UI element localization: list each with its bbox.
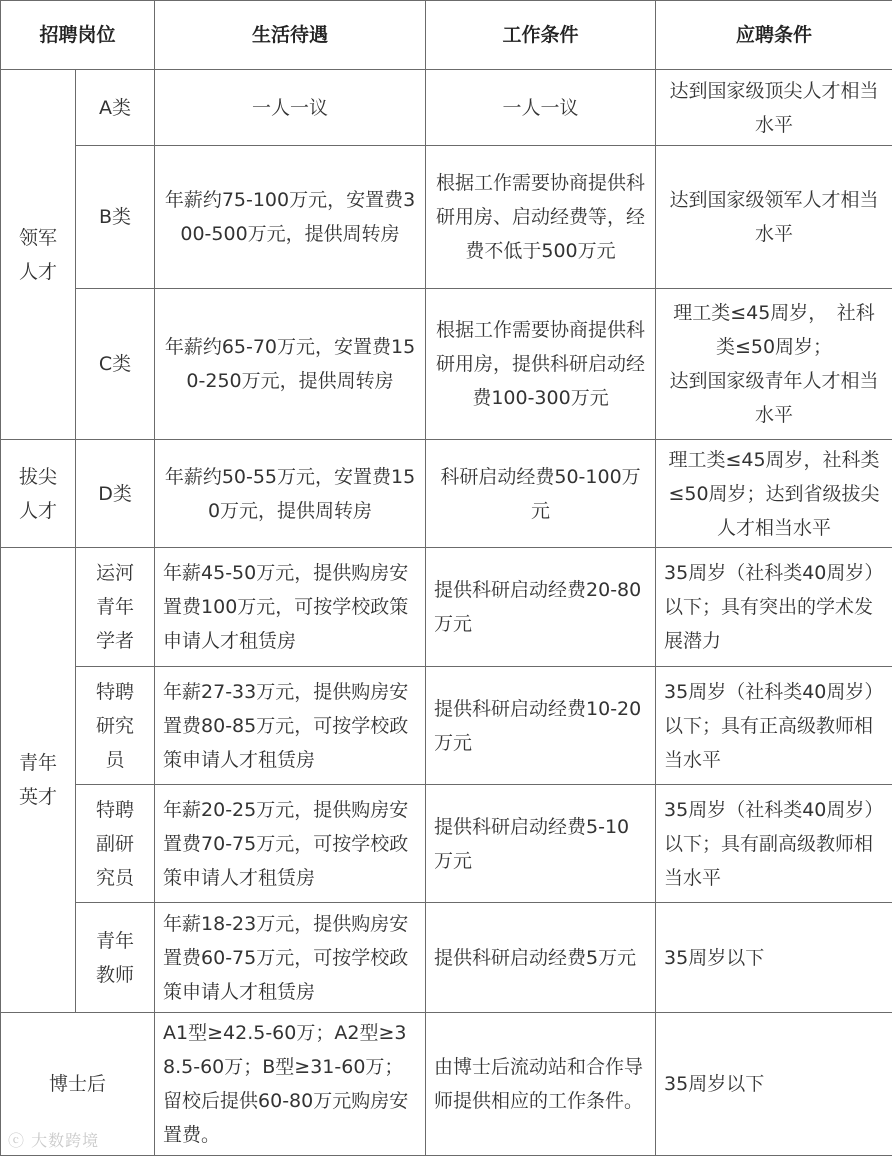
benefits-c: 年薪约65-70万元，安置费150-250万元，提供周转房 [155, 289, 426, 440]
category-b: B类 [76, 146, 155, 289]
table-row [1, 1013, 892, 1156]
benefits-a: 一人一议 [155, 70, 426, 146]
header-work-conditions: 工作条件 [426, 1, 656, 70]
req-b: 达到国家级领军人才相当水平 [656, 146, 892, 289]
watermark-logo [8, 1128, 99, 1151]
table-row [1, 667, 892, 785]
group-postdoc: 博士后 [1, 1013, 155, 1156]
table-row [1, 548, 892, 667]
benefits-special-assoc-researcher: 年薪20-25万元，提供购房安置费70-75万元，可按学校政策申请人才租赁房 [155, 785, 426, 903]
table-row [1, 785, 892, 903]
category-a: A类 [76, 70, 155, 146]
table-row [1, 146, 892, 289]
req-c: 理工类≤45周岁， 社科类≤50周岁； 达到国家级青年人才相当水平 [656, 289, 892, 440]
table-row [1, 903, 892, 1013]
header-benefits: 生活待遇 [155, 1, 426, 70]
header-requirements: 应聘条件 [656, 1, 892, 70]
category-special-assoc-researcher: 特聘 副研 究员 [76, 785, 155, 903]
category-c: C类 [76, 289, 155, 440]
group-youth: 青年 英才 [1, 548, 76, 1013]
table-row [1, 289, 892, 440]
benefits-d: 年薪约50-55万元，安置费150万元，提供周转房 [155, 440, 426, 548]
work-special-researcher: 提供科研启动经费10-20万元 [426, 667, 656, 785]
benefits-b: 年薪约75-100万元，安置费300-500万元，提供周转房 [155, 146, 426, 289]
req-youth-scholar: 35周岁（社科类40周岁）以下；具有突出的学术发展潜力 [656, 548, 892, 667]
group-leader: 领军 人才 [1, 70, 76, 440]
req-young-teacher: 35周岁以下 [656, 903, 892, 1013]
work-young-teacher: 提供科研启动经费5万元 [426, 903, 656, 1013]
header-position: 招聘岗位 [1, 1, 155, 70]
watermark-icon: ⓒ [8, 1131, 26, 1150]
category-special-researcher: 特聘 研究 员 [76, 667, 155, 785]
benefits-postdoc: A1型≥42.5-60万；A2型≥38.5-60万；B型≥31-60万；留校后提供60-80万元购房安置费。 [155, 1013, 426, 1156]
req-d: 理工类≤45周岁，社科类≤50周岁；达到省级拔尖人才相当水平 [656, 440, 892, 548]
req-a: 达到国家级顶尖人才相当水平 [656, 70, 892, 146]
work-a: 一人一议 [426, 70, 656, 146]
category-young-teacher: 青年 教师 [76, 903, 155, 1013]
benefits-young-teacher: 年薪18-23万元，提供购房安置费60-75万元，可按学校政策申请人才租赁房 [155, 903, 426, 1013]
work-c: 根据工作需要协商提供科研用房，提供科研启动经费100-300万元 [426, 289, 656, 440]
benefits-special-researcher: 年薪27-33万元，提供购房安置费80-85万元，可按学校政策申请人才租赁房 [155, 667, 426, 785]
benefits-youth-scholar: 年薪45-50万元，提供购房安置费100万元，可按学校政策申请人才租赁房 [155, 548, 426, 667]
table-row [1, 440, 892, 548]
work-special-assoc-researcher: 提供科研启动经费5-10万元 [426, 785, 656, 903]
work-b: 根据工作需要协商提供科研用房、启动经费等，经费不低于500万元 [426, 146, 656, 289]
category-youth-scholar: 运河 青年 学者 [76, 548, 155, 667]
req-special-assoc-researcher: 35周岁（社科类40周岁）以下；具有副高级教师相当水平 [656, 785, 892, 903]
group-top: 拔尖 人才 [1, 440, 76, 548]
watermark-text: 大数跨境 [31, 1131, 100, 1150]
header-row [1, 1, 892, 70]
work-d: 科研启动经费50-100万元 [426, 440, 656, 548]
work-youth-scholar: 提供科研启动经费20-80万元 [426, 548, 656, 667]
table-row [1, 70, 892, 146]
work-postdoc: 由博士后流动站和合作导师提供相应的工作条件。 [426, 1013, 656, 1156]
req-postdoc: 35周岁以下 [656, 1013, 892, 1156]
category-d: D类 [76, 440, 155, 548]
req-special-researcher: 35周岁（社科类40周岁）以下；具有正高级教师相当水平 [656, 667, 892, 785]
